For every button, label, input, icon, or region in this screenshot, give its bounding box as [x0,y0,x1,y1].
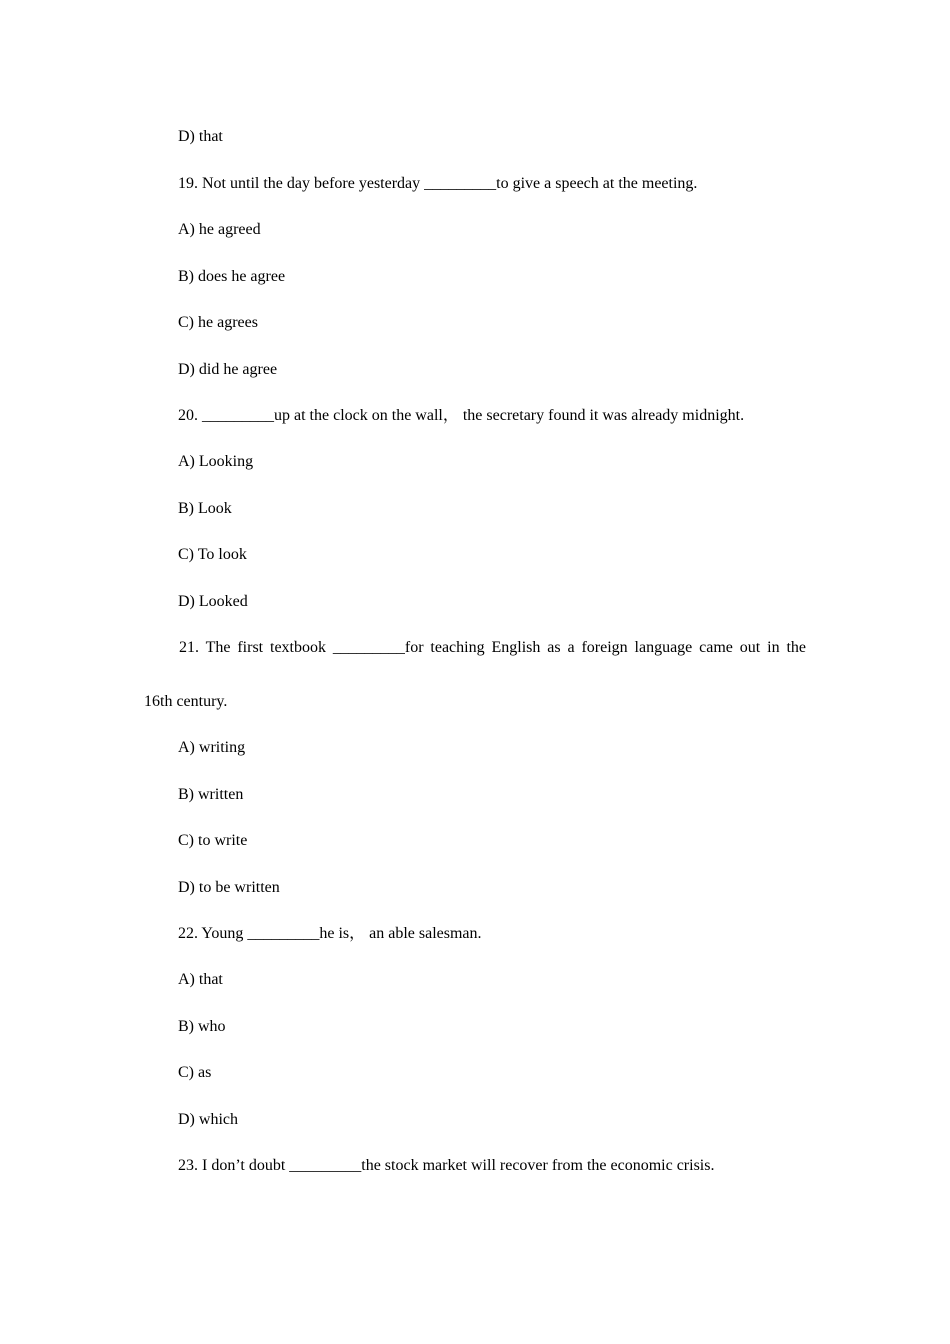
option-21-a: A) writing [178,739,246,756]
question-21-continuation: 16th century. [144,693,228,710]
option-22-a: A) that [178,971,223,988]
option-18-d: D) that [178,128,223,145]
option-22-b: B) who [178,1018,226,1035]
option-21-d: D) to be written [178,879,280,896]
option-22-d: D) which [178,1111,238,1128]
option-22-c: C) as [178,1064,212,1081]
option-19-c: C) he agrees [178,314,258,331]
question-23: 23. I don’t doubt _________the stock market will recover from the economic crisis. [178,1157,715,1174]
question-22: 22. Young _________he is， an able salesman. [178,925,482,942]
option-19-d: D) did he agree [178,361,278,378]
option-21-c: C) to write [178,832,248,849]
option-20-c: C) To look [178,546,247,563]
option-20-a: A) Looking [178,453,254,470]
option-21-b: B) written [178,786,244,803]
option-19-b: B) does he agree [178,268,286,285]
question-19: 19. Not until the day before yesterday _________to give a speech at the meeting. [178,175,698,192]
option-20-b: B) Look [178,500,232,517]
question-21: 21. The first textbook _________for teaching English as a foreign language came out in the [179,639,806,656]
option-19-a: A) he agreed [178,221,261,238]
question-20: 20. _________up at the clock on the wall， the secretary found it was already midnight. [178,407,745,424]
option-20-d: D) Looked [178,593,248,610]
